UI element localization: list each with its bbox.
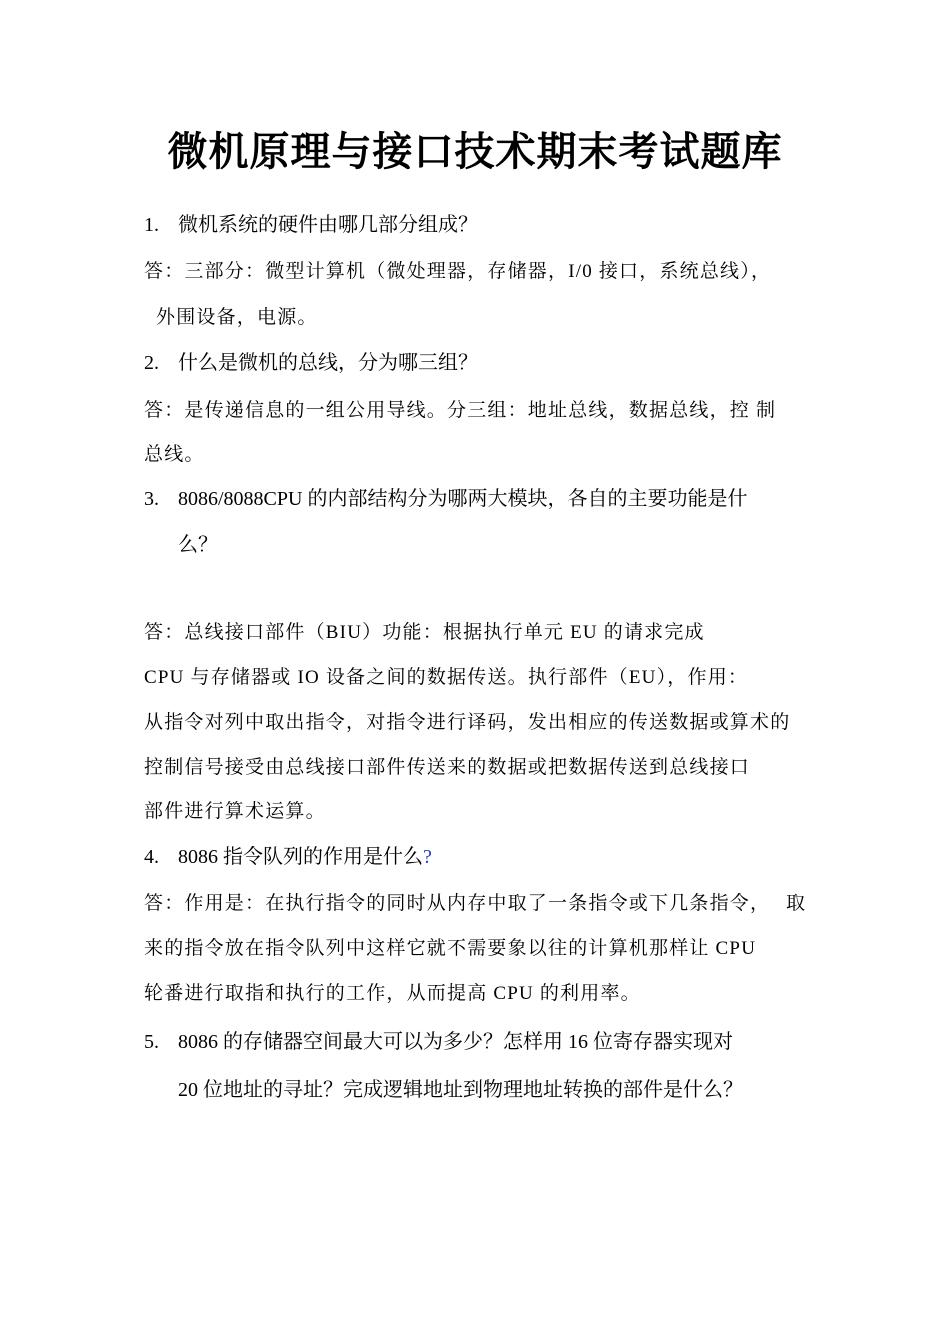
answer-4-line-1: 答：作用是：在执行指令的同时从内存中取了一条指令或下几条指令， bbox=[144, 893, 771, 914]
question-text: 8086/8088CPU 的内部结构分为哪两大模块，各自的主要功能是什 bbox=[178, 488, 748, 510]
answer-4-line-3: 轮番进行取指和执行的工作，从而提高 CPU 的利用率。 bbox=[144, 983, 641, 1004]
question-text: 什么是微机的总线，分为哪三组？ bbox=[178, 352, 478, 374]
question-3 bbox=[144, 484, 747, 514]
question-number: 4. bbox=[144, 846, 159, 868]
answer-3-line-5: 部件进行算术运算。 bbox=[144, 801, 326, 822]
question-2 bbox=[144, 348, 478, 378]
answer-1-line-2: 外围设备，电源。 bbox=[156, 307, 318, 328]
answer-2-line-2: 总线。 bbox=[144, 444, 205, 465]
question-4 bbox=[144, 842, 432, 872]
question-number: 5. bbox=[144, 1031, 159, 1053]
question-mark: ? bbox=[423, 846, 432, 868]
question-number: 2. bbox=[144, 352, 159, 374]
question-5-line-2: 20 位地址的寻址？完成逻辑地址到物理地址转换的部件是什么？ bbox=[178, 1079, 743, 1101]
answer-3-line-1: 答：总线接口部件（BIU）功能：根据执行单元 EU 的请求完成 bbox=[144, 622, 705, 643]
question-number: 1. bbox=[144, 214, 159, 236]
answer-3-line-2: CPU 与存储器或 IO 设备之间的数据传送。执行部件（EU），作用： bbox=[144, 667, 749, 688]
answer-4-line-1-end: 取 bbox=[786, 893, 807, 914]
answer-4-line-2: 来的指令放在指令队列中这样它就不需要象以往的计算机那样让 CPU bbox=[144, 938, 757, 959]
question-number: 3. bbox=[144, 488, 159, 510]
answer-2-line-1: 答：是传递信息的一组公用导线。分三组：地址总线，数据总线，控 制 bbox=[144, 400, 777, 421]
question-text: 8086 的存储器空间最大可以为多少？怎样用 16 位寄存器实现对 bbox=[178, 1031, 733, 1053]
question-text: 微机系统的硬件由哪几部分组成？ bbox=[178, 214, 478, 236]
answer-3-line-3: 从指令对列中取出指令，对指令进行译码，发出相应的传送数据或算术的 bbox=[144, 712, 791, 733]
question-text: 8086 指令队列的作用是什么 bbox=[178, 846, 423, 868]
question-3-line-2: 么？ bbox=[178, 534, 218, 556]
question-1 bbox=[144, 210, 478, 240]
question-5 bbox=[144, 1027, 733, 1057]
page-title: 微机原理与接口技术期末考试题库 bbox=[167, 128, 783, 175]
answer-3-line-4: 控制信号接受由总线接口部件传送来的数据或把数据传送到总线接口 bbox=[144, 757, 751, 778]
answer-1-line-1: 答：三部分：微型计算机（微处理器，存储器，I/0 接口，系统总线）， bbox=[144, 261, 772, 282]
